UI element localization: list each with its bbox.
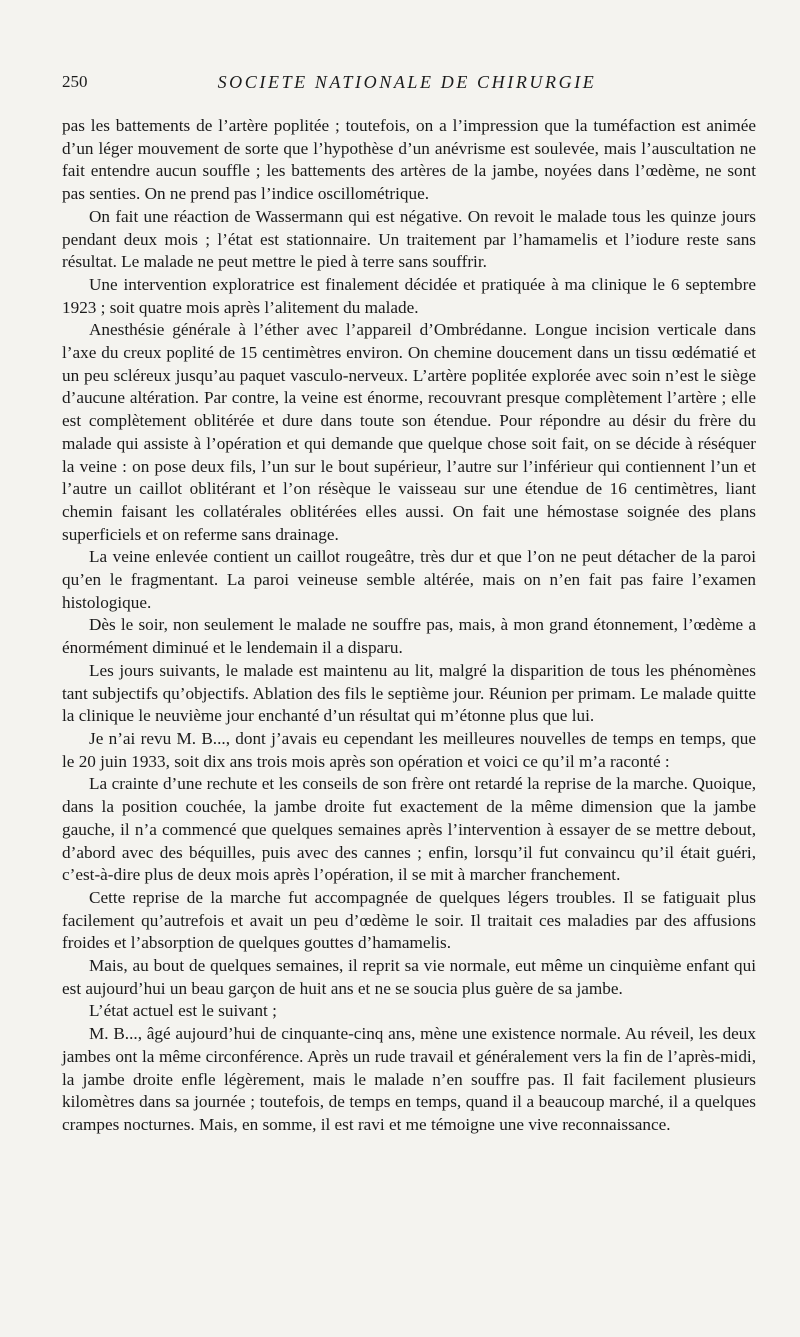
paragraph: L’état actuel est le suivant ; bbox=[89, 1001, 277, 1021]
paragraph: Les jours suivants, le malade est maintenu au lit, malgré la disparition de tous les phénomènes tant subjectifs qu’objectifs. Ablation des fils le septième jour. Réunion per primam. Le malade quitte la clinique le neuvième jour enchanté d’un résultat qui m’étonne plus que lui. bbox=[62, 660, 756, 726]
running-title: SOCIETE NATIONALE DE CHIRURGIE bbox=[217, 72, 597, 92]
paragraph: On fait une réaction de Wassermann qui est négative. On revoit le malade tous les quinze jours pendant deux mois ; l’état est stationnaire. Un traitement par l’hamamelis et l’iodure reste sans résultat. Le malade ne peut mettre le pied à terre sans souffrir. bbox=[62, 206, 756, 272]
paragraph: La veine enlevée contient un caillot rougeâtre, très dur et que l’on ne peut détacher de la paroi qu’en le fragmentant. La paroi veineuse semble altérée, mais on n’en fait pas faire l’examen histologique. bbox=[62, 547, 756, 612]
paragraph: Dès le soir, non seulement le malade ne souffre pas, mais, à mon grand étonnement, l’œdème a énormément diminué et le lendemain il a disparu. bbox=[62, 615, 756, 658]
page-header bbox=[62, 72, 752, 96]
body-text bbox=[62, 115, 756, 1137]
paragraph: Une intervention exploratrice est finalement décidée et pratiquée à ma clinique le 6 septembre 1923 ; soit quatre mois après l’alitement du malade. bbox=[62, 274, 756, 317]
paragraph: Anesthésie générale à l’éther avec l’appareil d’Ombrédanne. Longue incision verticale dans l’axe du creux poplité de 15 centimètres environ. On chemine doucement dans un tissu œdématié et un peu scléreux jusqu’au paquet vasculo-nerveux. L’artère poplitée explorée avec soin n’est le siège d’aucune altération. Par contre, la veine est énorme, recouvrant presque complètement l’artère ; elle est complètement oblitérée et dure dans toute son étendue. Pour répondre au désir du frère du malade qui assiste à l’opération et qui demande que quelque chose soit fait, on se décide à réséquer la veine : on pose deux fils, l’un sur le bout supérieur, l’autre sur l’inférieur qui contiennent l’un et l’autre un caillot oblitérant et l’on résèque le vaisseau sur une étendue de 16 centimètres, liant chemin faisant les collatérales oblitérées elles aussi. On fait une hémostase soignée des plans superficiels et on referme sans drainage. bbox=[62, 320, 756, 544]
paragraph: La crainte d’une rechute et les conseils de son frère ont retardé la reprise de la marche. Quoique, dans la position couchée, la jambe droite fut exactement de la même dimension que la jambe gauche, il n’a commencé que quelques semaines après l’intervention à essayer de se mettre debout, d’abord avec des béquilles, puis avec des cannes ; enfin, lorsqu’il fut convaincu qu’il était guéri, c’est-à-dire plus de deux mois après l’opération, il se mit à marcher franchement. bbox=[62, 774, 756, 885]
paragraph: pas les battements de l’artère poplitée ; toutefois, on a l’impression que la tuméfaction est animée d’un léger mouvement de sorte que l’hypothèse d’un anévrisme est soulevée, mais l’auscultation ne fait entendre aucun souffle ; les battements des artères de la jambe, noyées dans l’œdème, ne sont pas senties. On ne prend pas l’indice oscillométrique. bbox=[62, 116, 756, 204]
page-number: 250 bbox=[62, 72, 88, 91]
paragraph: Je n’ai revu M. B..., dont j’avais eu cependant les meilleures nouvelles de temps en temps, que le 20 juin 1933, soit dix ans trois mois après son opération et voici ce qu’il m’a raconté : bbox=[62, 728, 756, 771]
paragraph: Cette reprise de la marche fut accompagnée de quelques légers troubles. Il se fatiguait plus facilement qu’autrefois et avait un peu d’œdème le soir. Il traitait ces maladies par des affusions froides et l’absorption de quelques gouttes d’hamamelis. bbox=[62, 887, 756, 953]
paragraph: M. B..., âgé aujourd’hui de cinquante-cinq ans, mène une existence normale. Au réveil, les deux jambes ont la même circonférence. Après un rude travail et généralement vers la fin de l’après-midi, la jambe droite enfle légèrement, mais le malade n’en souffre pas. Il fait facilement plusieurs kilomètres dans sa journée ; toutefois, de temps en temps, quand il a beaucoup marché, il a quelques crampes nocturnes. Mais, en somme, il est ravi et me témoigne une vive reconnaissance. bbox=[62, 1024, 756, 1134]
paragraph: Mais, au bout de quelques semaines, il reprit sa vie normale, eut même un cinquième enfant qui est aujourd’hui un beau garçon de huit ans et ne se soucia plus guère de sa jambe. bbox=[62, 956, 756, 998]
